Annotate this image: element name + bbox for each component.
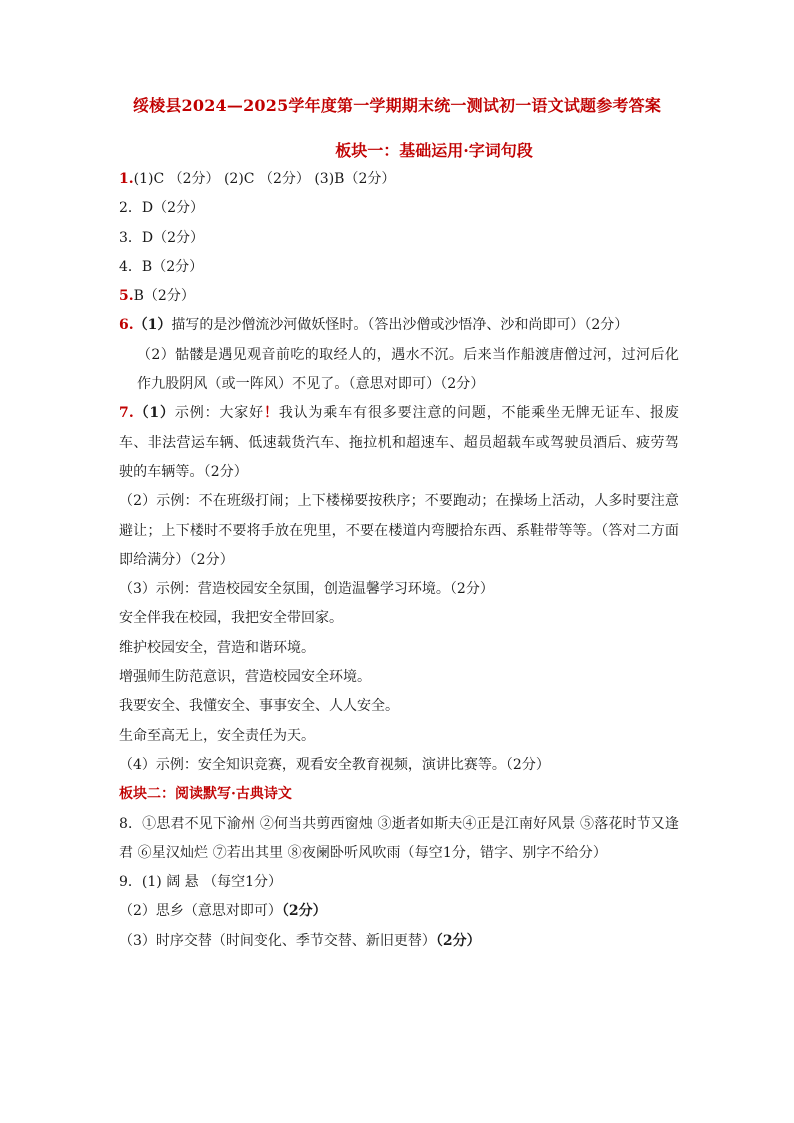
q9-part2-text: （2）思乡（意思对即可） — [119, 903, 282, 920]
q9-part3-score: （2分） — [435, 932, 481, 949]
q7-part1-pre: 示例：大家好 — [174, 405, 264, 422]
answer-q6-part2: （2）骷髅是遇见观音前吃的取经人的，遇水不沉。后来当作船渡唐僧过河，过河后化作九股阴风（或一阵风）不见了。（意思对即可）（2分） — [137, 346, 679, 393]
answer-q5 — [119, 282, 679, 311]
answer-q9-part1: 9．(1) 阔 悬 （每空1分） — [119, 874, 282, 891]
answer-q7-part2: （2）示例：不在班级打闹；上下楼梯要按秩序；不要跑动；在操场上活动，人多时要注意避让；上下楼时不要将手放在兜里，不要在楼道内弯腰拾东西、系鞋带等等。（答对二方面即给满分）（2分） — [119, 493, 679, 568]
slogan-item: 我要安全、我懂安全、事事安全、人人安全。 — [119, 698, 399, 715]
q9-part2-score: （2分） — [281, 903, 327, 920]
q5-number: 5. — [119, 288, 134, 305]
q6-number: 6. — [119, 317, 134, 334]
q1-text: (1)C （2分） (2)C （2分） (3)B（2分） — [133, 171, 396, 187]
slogan-item: 安全伴我在校园，我把安全带回家。 — [119, 610, 343, 627]
q6-part1-mark: （1） — [133, 317, 172, 334]
slogan-item: 维护校园安全，营造和谐环境。 — [119, 639, 315, 656]
section-1-heading: 板块一：基础运用·字词句段 — [335, 141, 533, 160]
answer-q9-part3 — [119, 927, 679, 956]
section-2-heading: 板块二：阅读默写·古典诗文 — [119, 786, 292, 803]
q7-part1-exclaim: ！ — [263, 405, 279, 422]
answer-q6-part1 — [119, 311, 679, 340]
q1-number: 1. — [119, 171, 134, 187]
answer-q3: 3．D（2分） — [119, 229, 205, 246]
slogan-item: 增强师生防范意识，营造校园安全环境。 — [119, 669, 371, 686]
document-title: 绥棱县2024—2025学年度第一学期期末统一测试初一语文试题参考答案 — [132, 96, 662, 115]
q7-part1-mark: （1） — [133, 405, 175, 422]
q7-part1-rest: 我认为乘车有很多要注意的问题，不能乘坐无牌无证车、报废车、非法营运车辆、低速载货汽车、拖拉机和超速车、超员超载车或驾驶员酒后、疲劳驾驶的车辆等。（2分） — [119, 405, 679, 480]
q6-part1-text: 描写的是沙僧流沙河做妖怪时。（答出沙僧或沙悟净、沙和尚即可）（2分） — [171, 317, 629, 334]
answer-q8: 8．①思君不见下渝州 ②何当共剪西窗烛 ③逝者如斯夫④正是江南好风景 ⑤落花时节又逢君 ⑥星汉灿烂 ⑦若出其里 ⑧夜阑卧听风吹雨（每空1分，错字、别字不给分） — [119, 815, 679, 861]
answer-q4: 4．B（2分） — [119, 258, 204, 275]
answer-content — [119, 165, 679, 956]
slogan-item: 生命至高无上，安全责任为天。 — [119, 727, 315, 744]
answer-q1 — [119, 165, 679, 194]
answer-q7-part4: （4）示例：安全知识竞赛，观看安全教育视频，演讲比赛等。（2分） — [119, 756, 550, 773]
answer-q2: 2．D（2分） — [119, 200, 205, 217]
q9-part3-text: （3）时序交替（时间变化、季节交替、新旧更替） — [119, 932, 436, 949]
answer-q9-part2 — [119, 897, 679, 926]
q5-text: B（2分） — [133, 288, 195, 305]
answer-q7-part3: （3）示例：营造校园安全氛围，创造温馨学习环境。（2分） — [119, 581, 494, 598]
q7-number: 7. — [119, 405, 134, 422]
answer-q7-part1 — [119, 399, 679, 487]
